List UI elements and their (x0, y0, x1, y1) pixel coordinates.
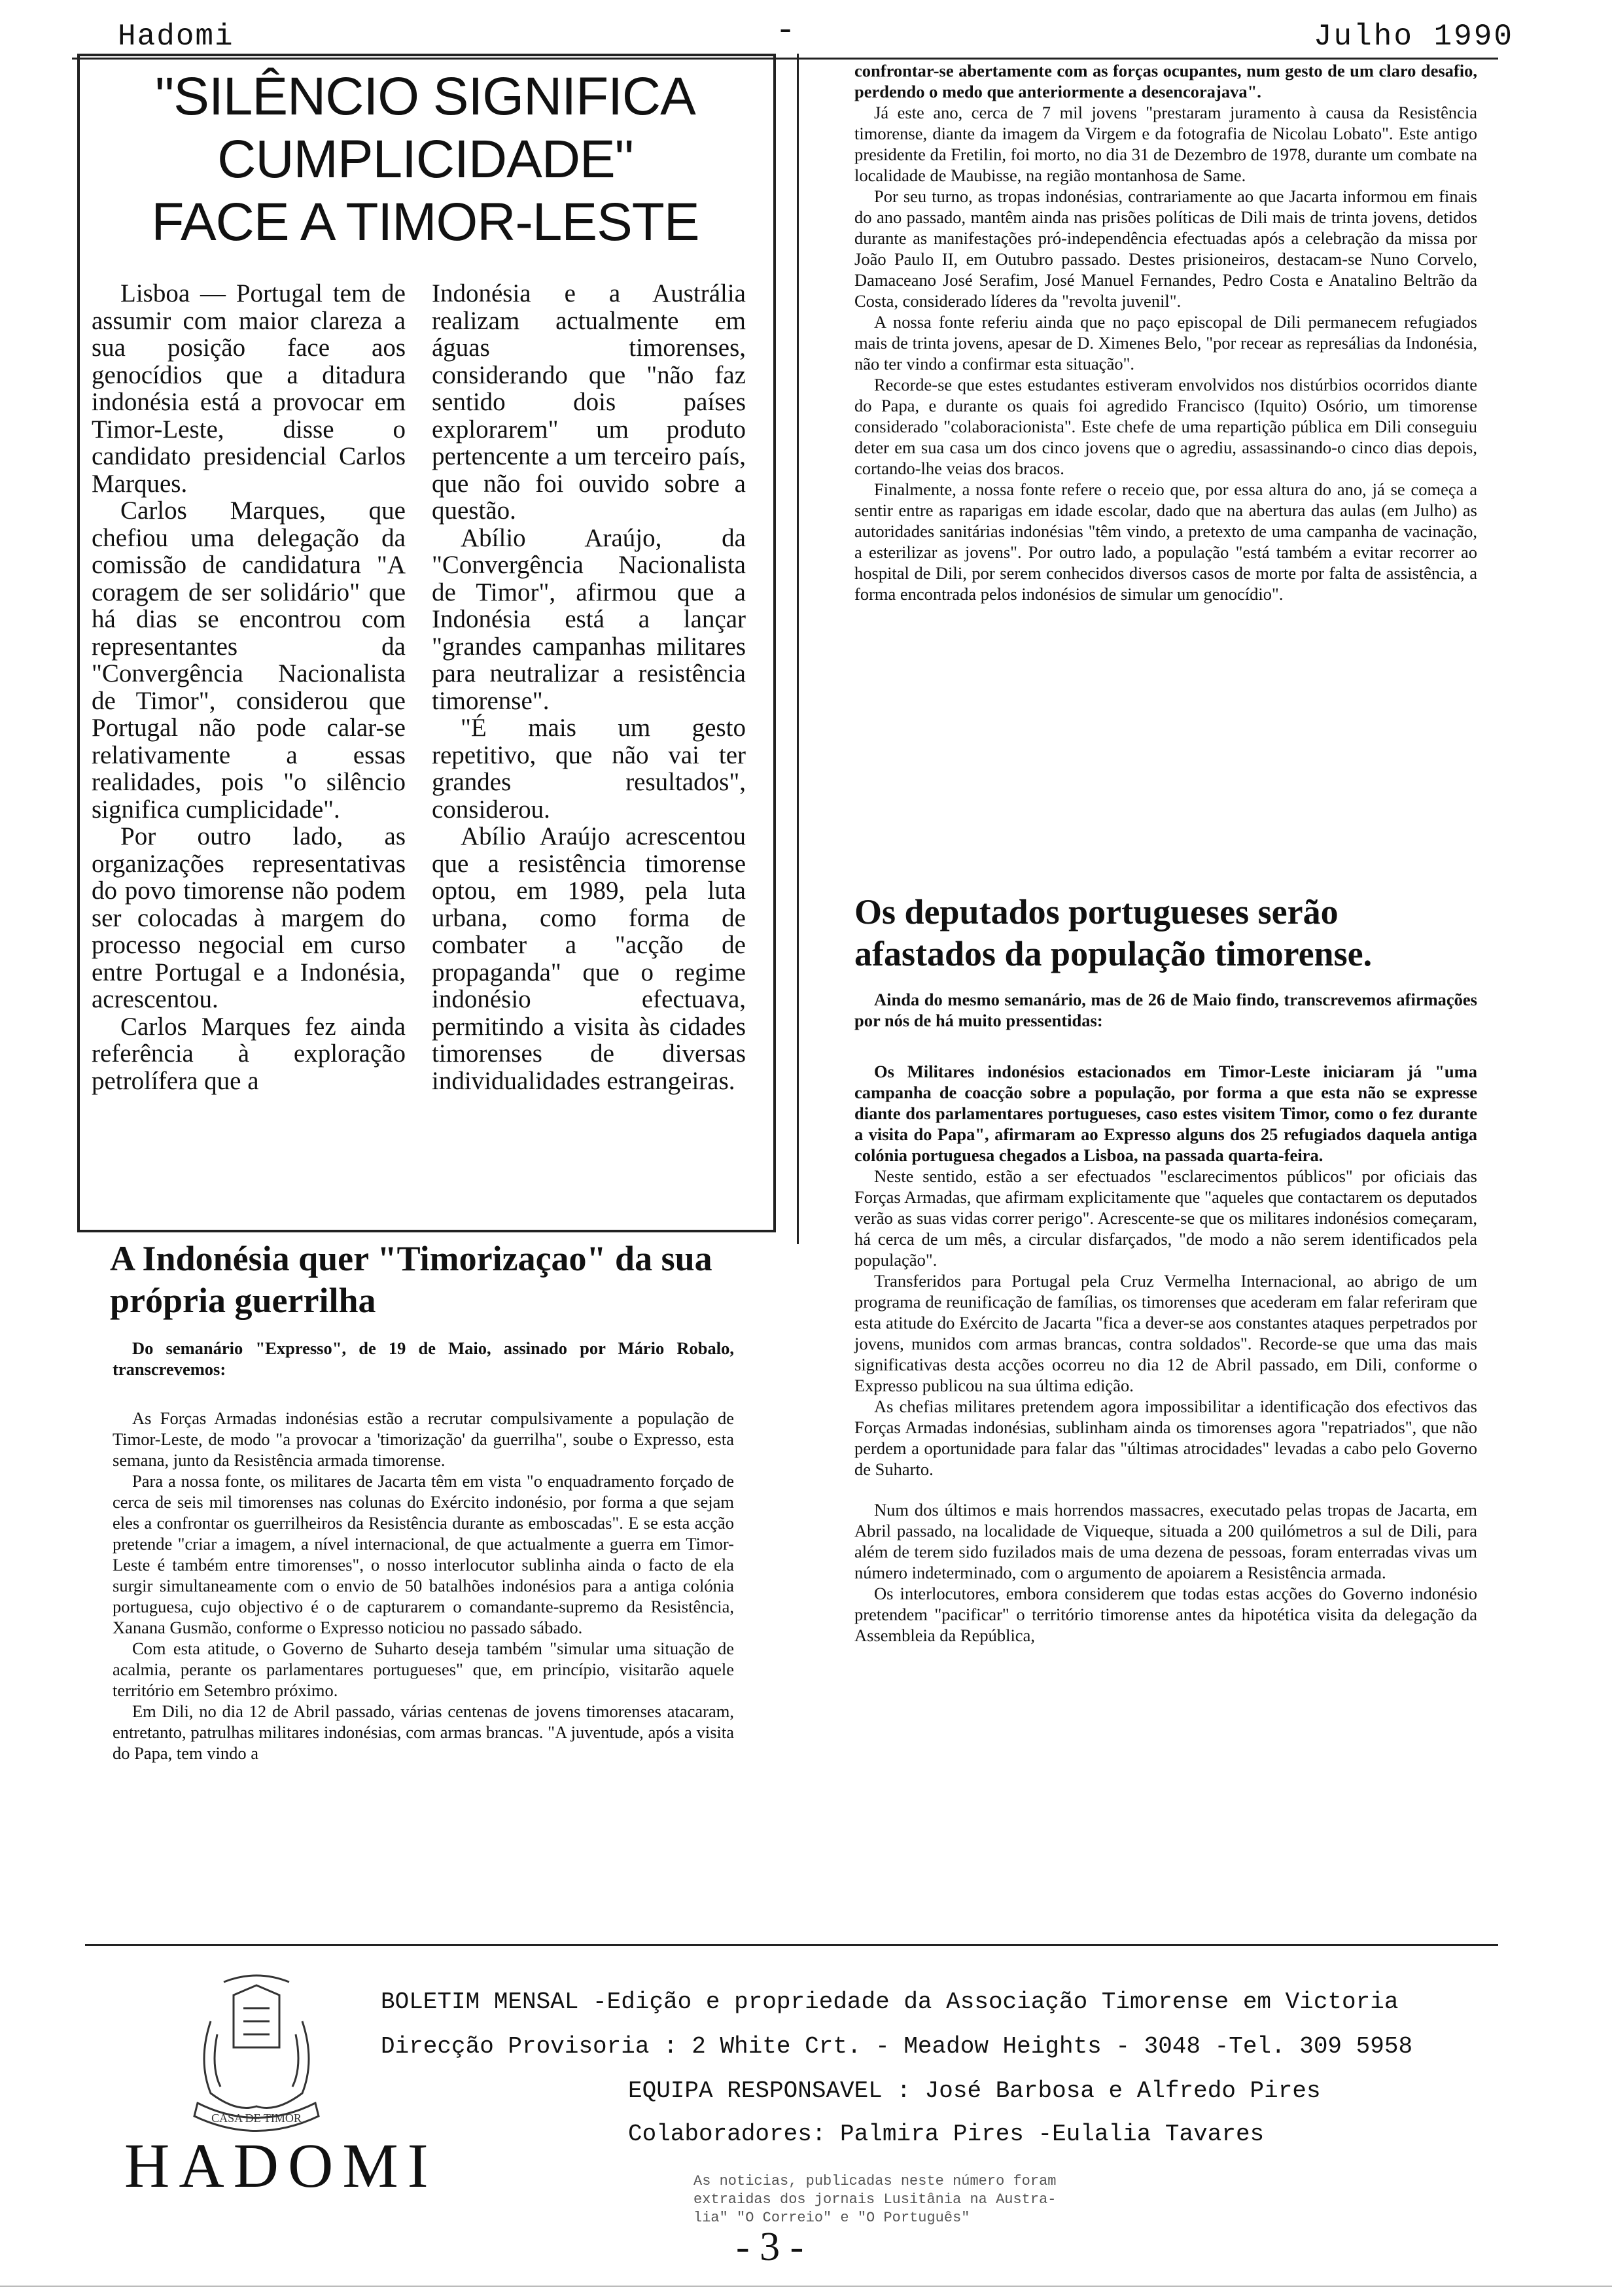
article-1-headline-line-2: CUMPLICIDADE" (217, 130, 633, 189)
article-1-paragraph: Por outro lado, as organizações representativas do povo timorense não podem ser colocadas à margem do processo negocial em curso entre Portugal e a Indonésia, acrescentou. (92, 822, 406, 1013)
header-publication-name: Hadomi (118, 20, 234, 54)
footer-rule (85, 1944, 1498, 1946)
footer-source-note-1: As noticias, publicadas neste número foram (693, 2173, 1057, 2189)
article-3-body (854, 989, 1477, 1646)
article-2-body (113, 1408, 734, 1764)
article-3-headline: Os deputados portugueses serão afastados da população timorense. (854, 892, 1373, 973)
header-date: Julho 1990 (1313, 20, 1514, 54)
article-1-headline-line-3: FACE A TIMOR-LESTE (151, 192, 699, 252)
continued-paragraph: confrontar-se abertamente com as forças ocupantes, num gesto de um claro desafio, perdendo o medo que anteriormente a desencorajava". (854, 61, 1477, 101)
article-1-column-1 (92, 280, 406, 1094)
page-number: - 3 - (736, 2225, 804, 2269)
column-divider (797, 54, 799, 1244)
continued-paragraph: Já este ano, cerca de 7 mil jovens "prestaram juramento à causa da Resistência timorense, diante da imagem da Virgem e da fotografia de Nicolau Lobato". Este antigo presidente da Fretilin, foi morto, no dia 31 de Dezembro de 1978, durante um combate na localidade de Maubisse, na região montanhosa de Same. (854, 103, 1477, 185)
footer-publisher-line: BOLETIM MENSAL -Edição e propriedade da Associação Timorense em Victoria (381, 1989, 1399, 2015)
article-3-paragraph: Neste sentido, estão a ser efectuados "esclarecimentos públicos" por oficiais das Forças Armadas, que afirmam explicitamente que "aqueles que contactarem os deputados verão as suas vidas correr perigo". Acrescente-se que os militares indonésios começaram, há cerca de um mês, a circular disfarçados, "de modo a não serem identificados pela população". (854, 1166, 1477, 1270)
logo-text: CASA DE TIMOR (211, 2112, 302, 2125)
article-3-paragraph: Os Militares indonésios estacionados em Timor-Leste iniciaram já "uma campanha de coacção sobre a população, por forma a que esta não se expresse diante dos parlamentares portugueses, caso estes visitem Timor, como o fez durante a visita do Papa", afirmaram ao Expresso alguns dos 25 refugiados daquela antiga colónia portuguesa chegados a Lisboa, na passada quarta-feira. (854, 1062, 1477, 1165)
article-1-paragraph: Lisboa — Portugal tem de assumir com maior clareza a sua posição face aos genocídios que a ditadura indonésia está a provocar em Timor-Leste, disse o candidato presidencial Carlos Marques. (92, 279, 406, 498)
continued-paragraph: Finalmente, a nossa fonte refere o receio que, por essa altura do ano, já se começa a sentir entre as raparigas em idade escolar, dado que na abertura das aulas (em Julho) as autoridades sanitárias indonésias "têm vindo, a pretexto de uma campanha de vacinação, a esterilizar as jovens". Por outro lado, a população "está também a evitar recorrer ao hospital de Dili, por serem conhecidos diversos casos de morte por falta de assistência, a forma encontrada pelos indonésios de simular um genocídio". (854, 479, 1477, 604)
article-2-intro-text: Do semanário "Expresso", de 19 de Maio, assinado por Mário Robalo, transcrevemos: (113, 1338, 734, 1379)
article-1-paragraph: Abílio Araújo, da "Convergência Nacionalista de Timor", afirmou que a Indonésia está a lançar "grandes campanhas militares para neutralizar a resistência timorense". (432, 523, 746, 715)
scan-edge-line (0, 2286, 1612, 2287)
article-3-intro: Ainda do mesmo semanário, mas de 26 de Maio findo, transcrevemos afirmações por nós de há muito pressentidas: (854, 990, 1477, 1030)
article-1-paragraph: Abílio Araújo acrescentou que a resistência timorense optou, em 1989, pela luta urbana, como forma de combater a "acção de propaganda" que o regime indonésio efectuava, permitindo a visita às cidades timorenses de diversas individualidades estrangeiras. (432, 822, 746, 1095)
footer-source-note-2: extraidas dos jornais Lusitânia na Austra- (693, 2191, 1057, 2208)
continued-paragraph: Recorde-se que estes estudantes estiveram envolvidos nos distúrbios ocorridos diante do Papa, e durante os quais foi agredido Francisco (Iquito) Osório, um timorense considerado "colaboracionista". Este chefe de uma repartição pública em Dili conseguiu deter em sua casa um dos cinco jovens que o agrediu, assassinando-o cinco dias depois, cortando-lhe veias dos bracos. (854, 375, 1477, 478)
footer-source-note-3: lia" "O Correio" e "O Português" (693, 2210, 970, 2226)
article-1-paragraph: Indonésia e a Austrália realizam actualmente em águas timorenses, considerando que "não faz sentido dois países explorarem" um produto pertencente a um terceiro país, que não foi ouvido sobre a questão. (432, 279, 746, 525)
article-3-paragraph: Transferidos para Portugal pela Cruz Vermelha Internacional, ao abrigo de um programa de reunificação de famílias, os timorenses que acederam em falar referiram que esta atitude do Exército de Jacarta "fica a dever-se aos constantes ataques perpetrados por jovens, munidos com armas brancas, contra soldados". Recorde-se que uma das mais significativas desta acções ocorreu no dia 12 de Abril passado, em Dili, conforme o Expresso publicou na sua última edição. (854, 1271, 1477, 1395)
article-2-intro (113, 1338, 734, 1380)
article-1-headline-line-1: "SILÊNCIO SIGNIFICA (155, 67, 695, 126)
article-2-paragraph: Para a nossa fonte, os militares de Jacarta têm em vista "o enquadramento forçado de cerca de seis mil timorenses nas colunas do Exército indonésio, por forma a que sejam eles a confrontar os guerrilheiros da Resistência durante as emboscadas". E se esta acção pretende "criar a imagem, a nível internacional, de que actualmente a guerra em Timor-Leste é também entre timorenses", o nosso interlocutor sublinha ainda o facto de ela surgir simultaneamente com o envio de 50 batalhões indonésios para a antiga colónia portuguesa, cujo objectivo é o de capturarem o comandante-supremo da Resistência, Xanana Gusmão, conforme o Expresso noticiou no passado sábado. (113, 1471, 734, 1637)
continued-paragraph: A nossa fonte referiu ainda que no paço episcopal de Dili permanecem refugiados mais de trinta jovens, apesar de D. Ximenes Belo, "por recear as represálias da Indonésia, não ter vindo a confirmar esta situação". (854, 312, 1477, 374)
footer-team-line: EQUIPA RESPONSAVEL : José Barbosa e Alfredo Pires (628, 2078, 1321, 2104)
continued-article-text (854, 60, 1477, 604)
continued-paragraph: Por seu turno, as tropas indonésias, contrariamente ao que Jacarta informou em finais do ano passado, mantêm ainda nas prisões políticas de Dili mais de trinta jovens, detidos durante as manifestações pró-independência efectuadas após a celebração da missa por João Paulo II, em Outubro passado. Destes prisioneiros, destacam-se Nuno Corvelo, Damaceano José Serafim, José Manuel Fernandes, Pedro Costa e Anatalino Beltrão da Costa, considerado líderes da "revolta juvenil". (854, 186, 1477, 311)
article-1-headline (111, 65, 739, 254)
masthead-logo-text: HADOMI (124, 2131, 438, 2200)
article-1-column-2 (432, 280, 746, 1094)
article-1-paragraph: "É mais um gesto repetitivo, que não vai ter grandes resultados", considerou. (432, 714, 746, 824)
article-3-paragraph: Num dos últimos e mais horrendos massacres, executado pelas tropas de Jacarta, em Abril passado, na localidade de Viqueque, situada a 200 quilómetros a sul de Dili, para além de terem sido fuzilados mais de uma dezena de pessoas, foram enterradas vivas um número indeterminado, com o argumento de apoiarem a Resistência armada. (854, 1500, 1477, 1582)
article-1-paragraph: Carlos Marques, que chefiou uma delegação da comissão de candidatura "A coragem de ser solidário" que há dias se encontrou com representantes da "Convergência Nacionalista de Timor", considerou que Portugal não pode calar-se relativamente a essas realidades, pois "o silêncio significa cumplicidade". (92, 496, 406, 824)
article-2-paragraph: As Forças Armadas indonésias estão a recrutar compulsivamente a população de Timor-Leste, de modo "a provocar a 'timorização' da guerrilha", soube o Expresso, esta semana, junto da Resistência armada timorense. (113, 1408, 734, 1470)
footer-address-line: Direcção Provisoria : 2 White Crt. - Meadow Heights - 3048 -Tel. 309 5958 (381, 2033, 1413, 2060)
article-1-paragraph: Carlos Marques fez ainda referência à exploração petrolífera que a (92, 1012, 406, 1095)
article-2-paragraph: Em Dili, no dia 12 de Abril passado, várias centenas de jovens timorenses atacaram, entretanto, patrulhas militares indonésias, com armas brancas. "A juventude, após a visita do Papa, tem vindo a (113, 1701, 734, 1763)
article-2-headline: A Indonésia quer "Timorizaçao" da sua própria guerrilha (110, 1239, 712, 1320)
article-2-paragraph: Com esta atitude, o Governo de Suharto deseja também "simular uma situação de acalmia, perante os parlamentares portugueses" que, em princípio, visitarão aquele território em Setembro próximo. (113, 1639, 734, 1700)
article-3-paragraph: As chefias militares pretendem agora impossibilitar a identificação dos efectivos das Forças Armadas indonésias, sublinham ainda os timorenses agora "repatriados", que não perdem a oportunidade para falar das "últimas atrocidades" levadas a cabo pelo Governo de Suharto. (854, 1397, 1477, 1479)
article-3-paragraph: Os interlocutores, embora considerem que todas estas acções do Governo indonésio pretendem "pacificar" o território timorense antes da hipotética visita da delegação da Assembleia da República, (854, 1584, 1477, 1645)
header-separator: - (775, 12, 796, 50)
footer-contributors-line: Colaboradores: Palmira Pires -Eulalia Tavares (628, 2121, 1265, 2148)
